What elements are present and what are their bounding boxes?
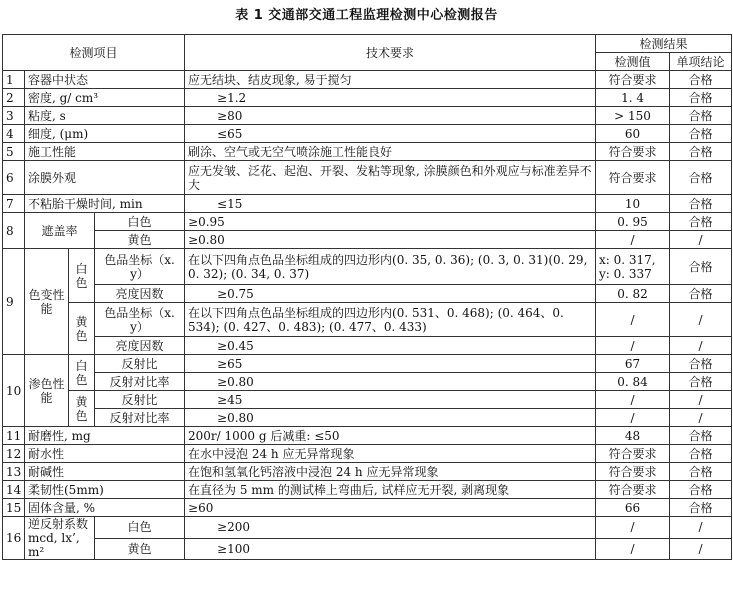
row-value: 10	[596, 195, 670, 213]
row-requirement: 在以下四角点色品坐标组成的四边形内(0. 35, 0. 36); (0. 3, 0. 31)(0. 29, 0. 32); (0. 34, 0. 37)	[185, 249, 596, 285]
table-row	[3, 107, 732, 125]
table-row	[3, 373, 732, 391]
row-verdict: 合格	[670, 125, 732, 143]
row-requirement: 应无发皱、泛花、起泡、开裂、发粘等现象, 涂膜颜色和外观应与标准差异不大	[185, 161, 596, 195]
row-item: 密度, g/ cm³	[25, 89, 185, 107]
row-value: 60	[596, 125, 670, 143]
header-result: 检测结果	[596, 35, 732, 53]
row-requirement: 在直径为 5 mm 的测试棒上弯曲后, 试样应无开裂, 剥离现象	[185, 481, 596, 499]
row-subitem: 白色	[95, 517, 185, 539]
row-requirement: ≥0.80	[185, 231, 596, 249]
row-verdict: /	[670, 391, 732, 409]
row-subitem: 白色	[95, 213, 185, 231]
row-verdict: 合格	[670, 143, 732, 161]
row-requirement: ≥1.2	[185, 89, 596, 107]
row-verdict: /	[670, 231, 732, 249]
row-item: 粘度, s	[25, 107, 185, 125]
table-row	[3, 481, 732, 499]
row-value: 1. 4	[596, 89, 670, 107]
row-value: 符合要求	[596, 445, 670, 463]
row-subitem: 亮度因数	[95, 285, 185, 303]
row-requirement: ≥0.80	[185, 373, 596, 391]
row-subitem: 反射对比率	[95, 409, 185, 427]
row-item: 不粘胎干燥时间, min	[25, 195, 185, 213]
table-row	[3, 463, 732, 481]
row-requirement: ≥200	[185, 517, 596, 539]
table-row	[3, 231, 732, 249]
row-verdict: 合格	[670, 213, 732, 231]
row-item: 逆反射系数 mcd, lx’, m²	[25, 517, 95, 560]
row-number: 12	[3, 445, 25, 463]
row-verdict: 合格	[670, 373, 732, 391]
table-row	[3, 89, 732, 107]
row-value: 符合要求	[596, 481, 670, 499]
row-item: 固体含量, %	[25, 499, 185, 517]
header-row	[3, 35, 732, 53]
row-requirement: ≥0.45	[185, 337, 596, 355]
row-subitem: 反射比	[95, 355, 185, 373]
row-requirement: ≤15	[185, 195, 596, 213]
row-number: 4	[3, 125, 25, 143]
row-number: 16	[3, 517, 25, 560]
row-requirement: ≥0.80	[185, 409, 596, 427]
row-number: 14	[3, 481, 25, 499]
row-verdict: 合格	[670, 161, 732, 195]
table-row	[3, 355, 732, 373]
row-item: 容器中状态	[25, 71, 185, 89]
row-value: /	[596, 337, 670, 355]
row-color: 黄色	[69, 391, 95, 427]
row-verdict: /	[670, 303, 732, 337]
row-number: 3	[3, 107, 25, 125]
row-requirement: ≥80	[185, 107, 596, 125]
row-requirement: ≥0.75	[185, 285, 596, 303]
row-value: /	[596, 538, 670, 560]
row-number: 1	[3, 71, 25, 89]
row-verdict: /	[670, 337, 732, 355]
row-value: 67	[596, 355, 670, 373]
row-requirement: ≤65	[185, 125, 596, 143]
row-value: 符合要求	[596, 143, 670, 161]
table-row	[3, 213, 732, 231]
row-requirement: 刷涂、空气或无空气喷涂施工性能良好	[185, 143, 596, 161]
row-number: 9	[3, 249, 25, 355]
row-number: 15	[3, 499, 25, 517]
table-row	[3, 337, 732, 355]
row-value: /	[596, 231, 670, 249]
row-subitem: 亮度因数	[95, 337, 185, 355]
table-row	[3, 125, 732, 143]
table-row	[3, 445, 732, 463]
row-verdict: 合格	[670, 71, 732, 89]
row-item: 遮盖率	[25, 213, 95, 249]
table-row	[3, 409, 732, 427]
row-subitem: 黄色	[95, 538, 185, 560]
row-requirement: ≥100	[185, 538, 596, 560]
row-value: > 150	[596, 107, 670, 125]
row-item: 细度, (μm)	[25, 125, 185, 143]
row-subitem: 黄色	[95, 231, 185, 249]
row-item: 耐水性	[25, 445, 185, 463]
table-row	[3, 517, 732, 539]
row-color: 白色	[69, 249, 95, 303]
row-requirement: 在水中浸泡 24 h 应无异常现象	[185, 445, 596, 463]
header-value: 检测值	[596, 53, 670, 71]
row-value: 0. 95	[596, 213, 670, 231]
row-subitem: 反射比	[95, 391, 185, 409]
row-requirement: 在以下四角点色品坐标组成的四边形内(0. 531、0. 468); (0. 464、0. 534); (0. 427、0. 483); (0. 477、0. 433)	[185, 303, 596, 337]
table-row	[3, 195, 732, 213]
row-subitem: 色品坐标（x. y）	[95, 249, 185, 285]
row-value: 66	[596, 499, 670, 517]
header-item: 检测项目	[3, 35, 185, 71]
row-verdict: 合格	[670, 481, 732, 499]
row-value: /	[596, 303, 670, 337]
row-verdict: 合格	[670, 107, 732, 125]
table-row	[3, 71, 732, 89]
header-verdict: 单项结论	[670, 53, 732, 71]
row-number: 5	[3, 143, 25, 161]
row-number: 2	[3, 89, 25, 107]
row-subitem: 反射对比率	[95, 373, 185, 391]
row-number: 7	[3, 195, 25, 213]
row-requirement: ≥0.95	[185, 213, 596, 231]
table-row	[3, 249, 732, 285]
row-item: 色变性能	[25, 249, 69, 355]
row-item: 耐磨性, mg	[25, 427, 185, 445]
row-verdict: 合格	[670, 355, 732, 373]
row-item: 渗色性能	[25, 355, 69, 427]
row-value: 符合要求	[596, 463, 670, 481]
row-requirement: 在饱和氢氧化钙溶液中浸泡 24 h 应无异常现象	[185, 463, 596, 481]
table-row	[3, 303, 732, 337]
row-verdict: 合格	[670, 89, 732, 107]
row-item: 施工性能	[25, 143, 185, 161]
table-row	[3, 161, 732, 195]
row-color: 黄色	[69, 303, 95, 355]
row-number: 11	[3, 427, 25, 445]
row-value: 0. 84	[596, 373, 670, 391]
row-value: 0. 82	[596, 285, 670, 303]
row-value: /	[596, 517, 670, 539]
row-verdict: 合格	[670, 427, 732, 445]
row-item: 柔韧性(5mm)	[25, 481, 185, 499]
row-number: 8	[3, 213, 25, 249]
row-verdict: /	[670, 517, 732, 539]
row-value: x: 0. 317, y: 0. 337	[596, 249, 670, 285]
row-value: 48	[596, 427, 670, 445]
row-verdict: /	[670, 538, 732, 560]
row-number: 13	[3, 463, 25, 481]
table-row	[3, 538, 732, 560]
header-requirement: 技术要求	[185, 35, 596, 71]
row-requirement: ≥60	[185, 499, 596, 517]
table-row	[3, 427, 732, 445]
row-verdict: /	[670, 409, 732, 427]
row-value: /	[596, 409, 670, 427]
row-value: 符合要求	[596, 161, 670, 195]
row-verdict: 合格	[670, 249, 732, 285]
row-verdict: 合格	[670, 195, 732, 213]
row-value: /	[596, 391, 670, 409]
row-number: 6	[3, 161, 25, 195]
row-requirement: ≥65	[185, 355, 596, 373]
row-color: 白色	[69, 355, 95, 391]
row-verdict: 合格	[670, 463, 732, 481]
inspection-report-table	[2, 34, 732, 560]
table-row	[3, 391, 732, 409]
row-value: 符合要求	[596, 71, 670, 89]
row-requirement: 应无结块、结皮现象, 易于搅匀	[185, 71, 596, 89]
row-subitem: 色品坐标（x. y）	[95, 303, 185, 337]
row-requirement: 200r/ 1000 g 后减重: ≤50	[185, 427, 596, 445]
row-verdict: 合格	[670, 499, 732, 517]
row-requirement: ≥45	[185, 391, 596, 409]
row-item: 耐碱性	[25, 463, 185, 481]
table-caption: 表 1 交通部交通工程监理检测中心检测报告	[235, 8, 498, 23]
table-row	[3, 499, 732, 517]
table-row	[3, 143, 732, 161]
table-row	[3, 285, 732, 303]
row-number: 10	[3, 355, 25, 427]
row-verdict: 合格	[670, 285, 732, 303]
row-item: 涂膜外观	[25, 161, 185, 195]
row-verdict: 合格	[670, 445, 732, 463]
